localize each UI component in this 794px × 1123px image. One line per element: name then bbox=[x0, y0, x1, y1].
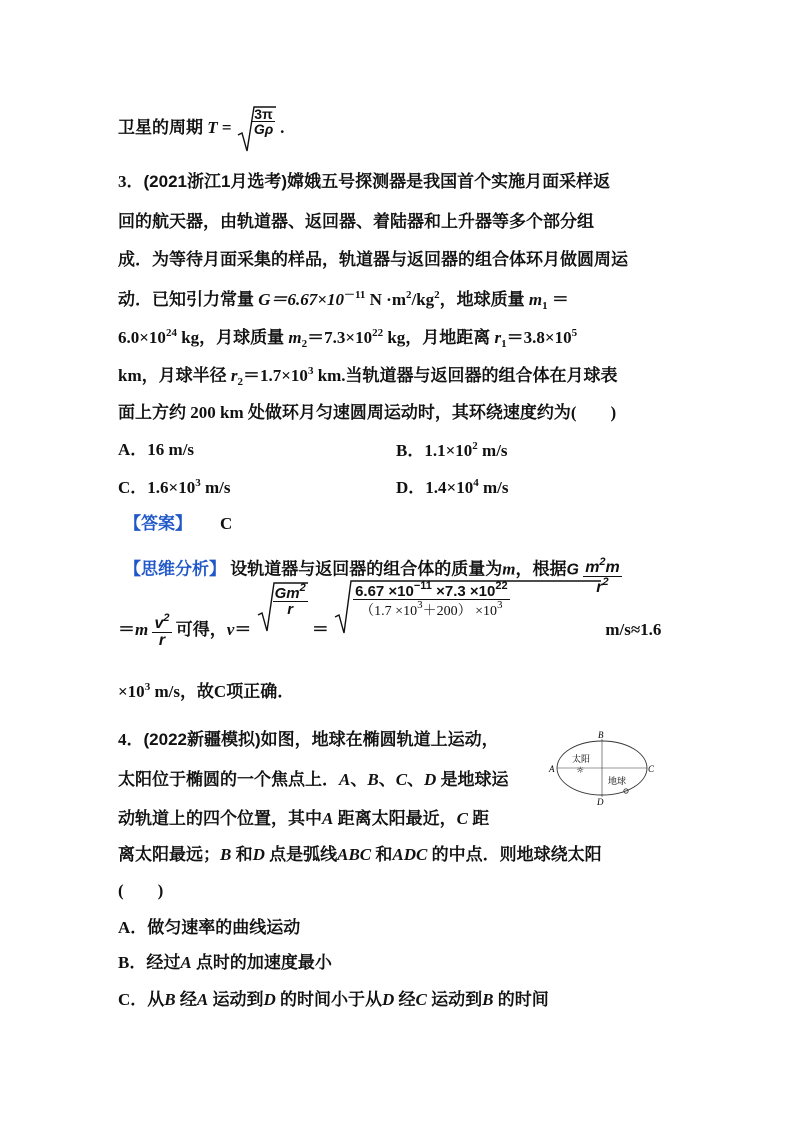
orbit-label-c: C bbox=[648, 764, 655, 774]
q4-option-c-f: D bbox=[263, 990, 276, 1009]
q4-option-c-j: C bbox=[415, 990, 427, 1009]
period-den: Gρ bbox=[253, 121, 274, 137]
q4-option-c-k: 运动到 bbox=[426, 990, 483, 1009]
intro-var: T bbox=[207, 117, 218, 137]
intro-end: . bbox=[280, 117, 285, 137]
eq2-tail: m/s≈1.6 bbox=[605, 619, 662, 639]
q4-option-b-a: B．经过 bbox=[118, 953, 181, 972]
q3-option-c-exp: 3 bbox=[195, 477, 201, 489]
analysis-text: 设轨道器与返回器的组合体的质量为 bbox=[226, 559, 503, 579]
q4-line-1 bbox=[118, 731, 499, 748]
eq2-sq-den: r bbox=[287, 601, 294, 618]
q3-option-d-unit: m/s bbox=[478, 478, 509, 497]
eq2-pre: ＝ bbox=[118, 619, 135, 639]
q4-line-3b: A bbox=[322, 809, 334, 828]
q3-option-d-pre: D．1.4×10 bbox=[396, 478, 474, 497]
q4-line-3d: C bbox=[456, 809, 468, 828]
answer-label: 【答案】 bbox=[124, 514, 192, 533]
q4-option-c-g: 的时间小于从 bbox=[275, 990, 382, 1009]
q4-option-b bbox=[118, 954, 332, 971]
q3-line-4: 动．已知引力常量 $G=6.67\times 10^{-11}$ $N \cdot m^2/kg^2$，地球质量 $m_1$ ＝ bbox=[118, 289, 569, 312]
eq3-tail: m/s，故C项正确． bbox=[150, 682, 295, 701]
q4-line-2d: B bbox=[367, 770, 379, 789]
moon-mass-sub: 2 bbox=[301, 338, 308, 350]
q4-option-a bbox=[118, 919, 300, 936]
orbit-label-b: B bbox=[598, 730, 604, 740]
q4-option-c-a: C．从 bbox=[118, 990, 165, 1009]
q3-line-2-text: 回的航天器，由轨道器、返回器、着陆器和上升器等多个部分组 bbox=[118, 212, 594, 231]
q3-option-c-unit: m/s bbox=[200, 478, 231, 497]
dist-sub: 1 bbox=[501, 338, 507, 350]
q3-line-4-text: 动．已知引力常量 bbox=[118, 290, 254, 309]
eq2-big-den: （1.7 ×10 bbox=[360, 604, 418, 619]
radius-sym: r bbox=[230, 366, 238, 385]
q3-option-b bbox=[396, 441, 508, 459]
q4-line-3a: 动轨道上的四个位置，其中 bbox=[118, 809, 322, 828]
q4-option-c-d: A bbox=[196, 990, 209, 1009]
q4-option-c-h: D bbox=[382, 990, 395, 1009]
earth-mass-sym: m bbox=[528, 290, 543, 309]
q3-line-1-text: 嫦娥五号探测器是我国首个实施月面采样返 bbox=[287, 172, 611, 191]
q4-option-c-b: B bbox=[164, 990, 176, 1009]
analysis-frac-num: m bbox=[585, 559, 600, 576]
radius-sub: 2 bbox=[237, 376, 243, 388]
eq2-big-num: 6.67 ×10 bbox=[355, 583, 414, 600]
earth-mass-label: ，地球质量 bbox=[439, 290, 525, 309]
q3-line-6-text: km，月球半径 bbox=[118, 366, 227, 385]
q4-line-2g: 、 bbox=[407, 770, 425, 789]
analysis-frac-num-exp: 2 bbox=[599, 556, 606, 568]
moon-mass-val: ＝7.3×10 bbox=[307, 328, 373, 347]
q3-answer bbox=[124, 515, 232, 532]
eq2-den: r bbox=[158, 632, 166, 649]
q4-line-4c: 和 bbox=[231, 845, 253, 864]
analysis-m: m bbox=[502, 559, 516, 579]
q4-line-2c: 、 bbox=[350, 770, 368, 789]
q3-option-d bbox=[396, 478, 508, 496]
q4-line-2i: 是地球运 bbox=[436, 770, 509, 789]
q3-option-d-exp: 4 bbox=[473, 477, 479, 489]
q4-line-2 bbox=[118, 771, 509, 788]
eq2-sq-num: Gm bbox=[274, 585, 300, 602]
moon-mass-exp: 22 bbox=[372, 327, 384, 339]
eq2-v: v bbox=[226, 619, 235, 639]
const-g-unit2: /kg bbox=[411, 290, 435, 309]
q3-number: 3． bbox=[118, 172, 144, 191]
q4-line-1-text: 如图，地球在椭圆轨道上运动， bbox=[260, 730, 499, 749]
q3-line-7 bbox=[118, 404, 616, 421]
q4-line-4 bbox=[118, 846, 602, 863]
q4-option-c-m: 的时间 bbox=[493, 990, 549, 1009]
radius-val: ＝1.7×10 bbox=[243, 366, 308, 385]
eq2-num-exp: 2 bbox=[163, 612, 170, 624]
sun-label: 太阳 bbox=[572, 755, 591, 765]
const-g: G＝6.67×10 bbox=[258, 290, 344, 309]
earth-mass-eq: ＝ bbox=[547, 290, 569, 309]
orbit-diagram bbox=[546, 730, 658, 806]
eq2-big-fraction bbox=[353, 581, 510, 619]
q4-option-b-c: 点时的加速度最小 bbox=[191, 953, 332, 972]
q4-line-4g: 和 bbox=[371, 845, 393, 864]
dist-exp: 5 bbox=[571, 327, 578, 339]
q4-option-c bbox=[118, 991, 549, 1008]
moon-mass-label: kg，月球质量 bbox=[176, 328, 285, 347]
radius-tail: km.当轨道器与返回器的组合体在月球表 bbox=[313, 366, 618, 385]
q3-option-b-exp: 2 bbox=[472, 440, 478, 452]
q4-line-4b: B bbox=[220, 845, 232, 864]
orbit-label-a: A bbox=[549, 764, 555, 774]
q4-source: (2022新疆模拟) bbox=[143, 730, 261, 749]
q3-line-1 bbox=[118, 173, 610, 190]
q3-line-3 bbox=[118, 251, 628, 268]
q3-option-c-pre: C．1.6×10 bbox=[118, 478, 196, 497]
q4-line-2h: D bbox=[424, 770, 437, 789]
q4-line-5-text: ( ) bbox=[118, 881, 164, 900]
intro-text: 卫星的周期 bbox=[118, 117, 203, 137]
q4-line-3e: 距 bbox=[467, 809, 490, 828]
q4-number: 4． bbox=[118, 730, 144, 749]
q3-option-a-text: A．16 m/s bbox=[118, 440, 195, 459]
q4-line-2a: 太阳位于椭圆的一个焦点上． bbox=[118, 770, 339, 789]
eq2-big-den-exp: 3 bbox=[417, 599, 423, 611]
period-sqrt bbox=[236, 105, 276, 153]
eq2-fraction bbox=[152, 613, 171, 649]
dist-sym: r bbox=[494, 328, 502, 347]
eq2-big-num-exp: −11 bbox=[413, 580, 432, 592]
q4-line-4e: 点是弧线 bbox=[264, 845, 338, 864]
eq2-num: v bbox=[154, 615, 164, 632]
q3-option-c bbox=[118, 478, 230, 496]
earth-mass-val: 6.0×10 bbox=[118, 328, 166, 347]
radius-exp: 3 bbox=[307, 365, 314, 377]
q4-line-5 bbox=[118, 882, 163, 899]
eq2-big-num2: ×7.3 ×10 bbox=[431, 583, 496, 600]
q3-option-b-pre: B．1.1×10 bbox=[396, 441, 473, 460]
eq2-sqrt-fraction bbox=[273, 583, 308, 617]
eq2-sqrt-1 bbox=[256, 582, 308, 657]
const-g-exp: －11 bbox=[343, 289, 366, 301]
answer-value: C bbox=[220, 514, 233, 533]
q4-line-4i: 的中点．则地球绕太阳 bbox=[427, 845, 602, 864]
analysis-frac-num-m: m bbox=[605, 559, 620, 576]
eq2-mid: 可得， bbox=[175, 619, 227, 639]
eq3-exp: 3 bbox=[144, 681, 151, 693]
intro-line bbox=[118, 105, 284, 153]
earth-mass-exp: 24 bbox=[165, 327, 177, 339]
q4-line-3 bbox=[118, 810, 489, 827]
q4-line-4h: ADC bbox=[392, 845, 428, 864]
const-g-unit: N ·m bbox=[365, 290, 406, 309]
analysis-label: 【思维分析】 bbox=[124, 559, 226, 579]
q3-line-5 bbox=[118, 328, 577, 350]
period-num: 3π bbox=[252, 107, 275, 122]
q3-line-7-text: 面上方约 200 km 处做环月匀速圆周运动时，其环绕速度约为( ) bbox=[118, 403, 617, 422]
q4-line-2b: A bbox=[339, 770, 351, 789]
q4-option-c-l: B bbox=[482, 990, 494, 1009]
eq2-big-den2: ＋200） ×10 bbox=[422, 604, 497, 619]
eq2-sq-num-exp: 2 bbox=[299, 582, 306, 594]
q3-line-6 bbox=[118, 366, 618, 388]
analysis-frac-den-exp: 2 bbox=[602, 576, 609, 588]
q4-line-4f: ABC bbox=[337, 845, 372, 864]
q4-option-c-c: 经 bbox=[175, 990, 197, 1009]
q3-option-a bbox=[118, 441, 194, 458]
analysis-g: G bbox=[566, 561, 579, 579]
moon-mass-sym: m bbox=[288, 328, 302, 347]
analysis-text2: ，根据 bbox=[515, 559, 567, 579]
earth-label: 地球 bbox=[608, 777, 627, 787]
q4-option-c-i: 经 bbox=[394, 990, 416, 1009]
sun-icon: ☼ bbox=[576, 766, 585, 776]
q4-line-2e: 、 bbox=[378, 770, 396, 789]
dist-label: kg，月地距离 bbox=[383, 328, 491, 347]
q3-line-2 bbox=[118, 213, 594, 230]
q4-line-2f: C bbox=[395, 770, 408, 789]
eq2-big-num2-exp: 22 bbox=[495, 580, 508, 592]
orbit-label-d: D bbox=[597, 797, 604, 806]
eq2-eq: ＝ bbox=[234, 619, 252, 639]
eq2-eq2: ＝ bbox=[311, 619, 329, 639]
q4-option-b-b: A bbox=[180, 953, 192, 972]
earth-mass-sub: 1 bbox=[542, 300, 548, 312]
period-fraction bbox=[252, 107, 275, 136]
q4-option-c-e: 运动到 bbox=[208, 990, 264, 1009]
q4-line-4d: D bbox=[252, 845, 265, 864]
q3-option-b-unit: m/s bbox=[477, 441, 508, 460]
q3-line-3-text: 成．为等待月面采集的样品，轨道器与返回器的组合体环月做圆周运 bbox=[118, 250, 628, 269]
dist-val: ＝3.8×10 bbox=[506, 328, 572, 347]
q4-line-4a: 离太阳最远； bbox=[118, 845, 220, 864]
analysis-frac-den: r bbox=[596, 579, 603, 596]
q4-option-a-text: A．做匀速率的曲线运动 bbox=[118, 918, 301, 937]
q3-analysis-line-3 bbox=[118, 682, 294, 700]
eq2-big-den2-exp: 3 bbox=[496, 599, 503, 611]
eq3-pre: ×10 bbox=[118, 682, 145, 701]
q3-source: (2021浙江1月选考) bbox=[143, 172, 288, 191]
eq2-m: m bbox=[135, 619, 149, 639]
intro-eq: = bbox=[221, 117, 232, 137]
q4-line-3c: 距离太阳最近， bbox=[333, 809, 457, 828]
